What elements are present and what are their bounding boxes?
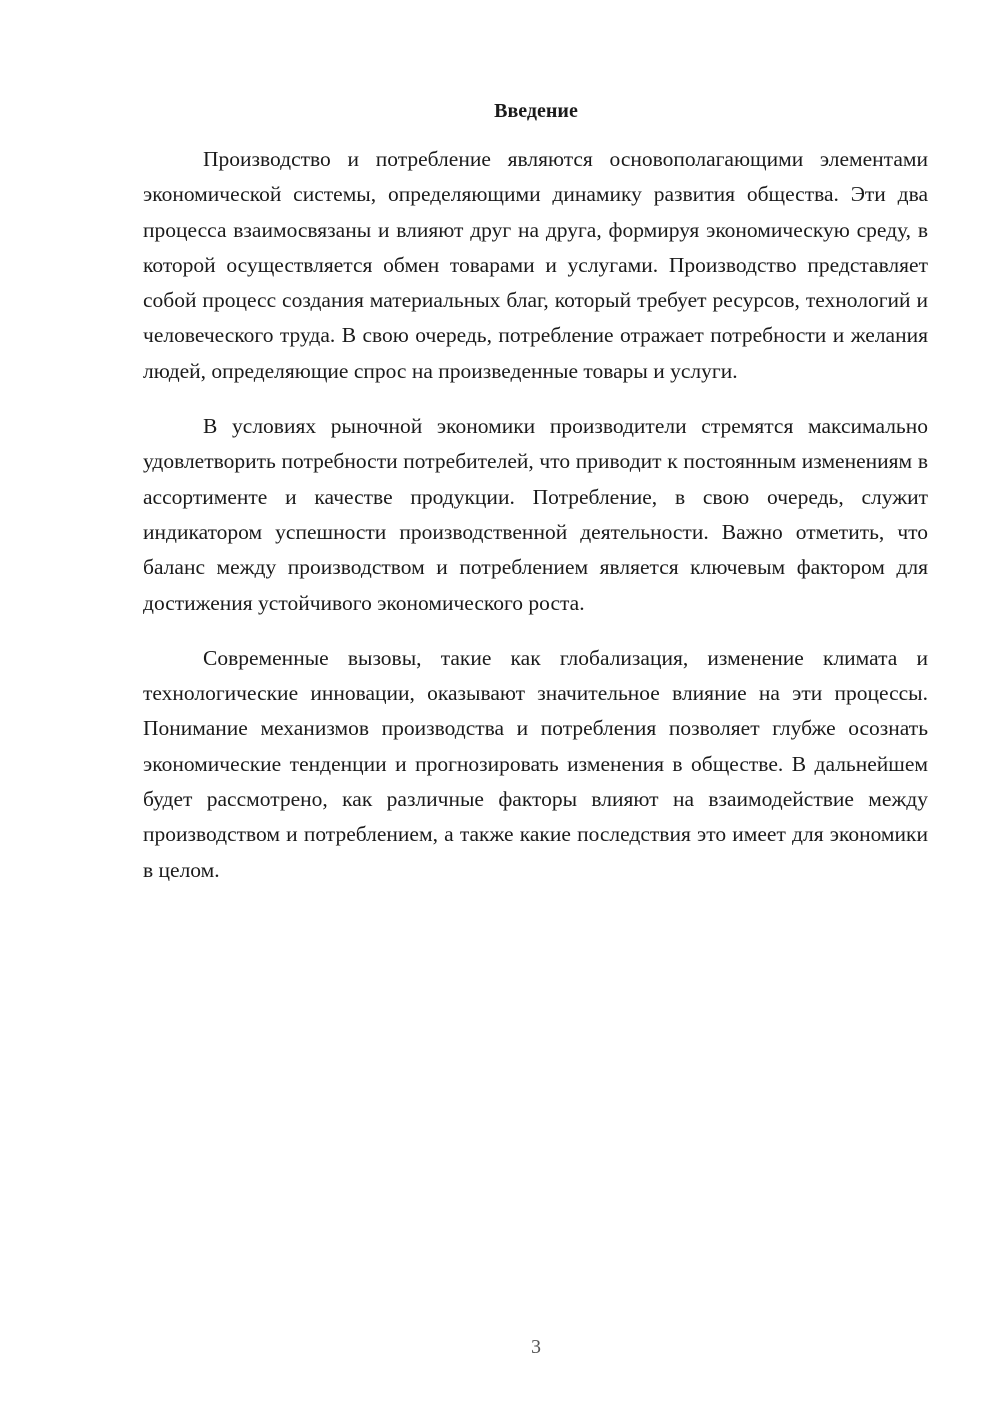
section-title: Введение [494,100,578,122]
body-text [143,142,928,908]
paragraph-2: В условиях рыночной экономики производители стремятся максимально удовлетворить потребности потребителей, что приводит к постоянным изменениям в ассортименте и качестве продукции. Потребление, в свою очередь, служит индикатором успешности производственной деятельности. Важно отметить, что баланс между производством и потреблением является ключевым фактором для достижения устойчивого экономического роста. [143,414,928,615]
paragraph-3: Современные вызовы, такие как глобализация, изменение климата и технологические инновации, оказывают значительное влияние на эти процессы. Понимание механизмов производства и потребления позволяет глубже осознать экономические тенденции и прогнозировать изменения в обществе. В дальнейшем будет рассмотрено, как различные факторы влияют на взаимодействие между производством и потреблением, а также какие последствия это имеет для экономики в целом. [143,645,928,882]
paragraph-1: Производство и потребление являются основополагающими элементами экономической системы, определяющими динамику развития общества. Эти два процесса взаимосвязаны и влияют друг на друга, формируя экономическую среду, в которой осуществляется обмен товарами и услугами. Производство представляет собой процесс создания материальных благ, который требует ресурсов, технологий и человеческого труда. В свою очередь, потребление отражает потребности и желания людей, определяющие спрос на произведенные товары и услуги. [143,147,928,383]
page-number: 3 [531,1336,541,1358]
